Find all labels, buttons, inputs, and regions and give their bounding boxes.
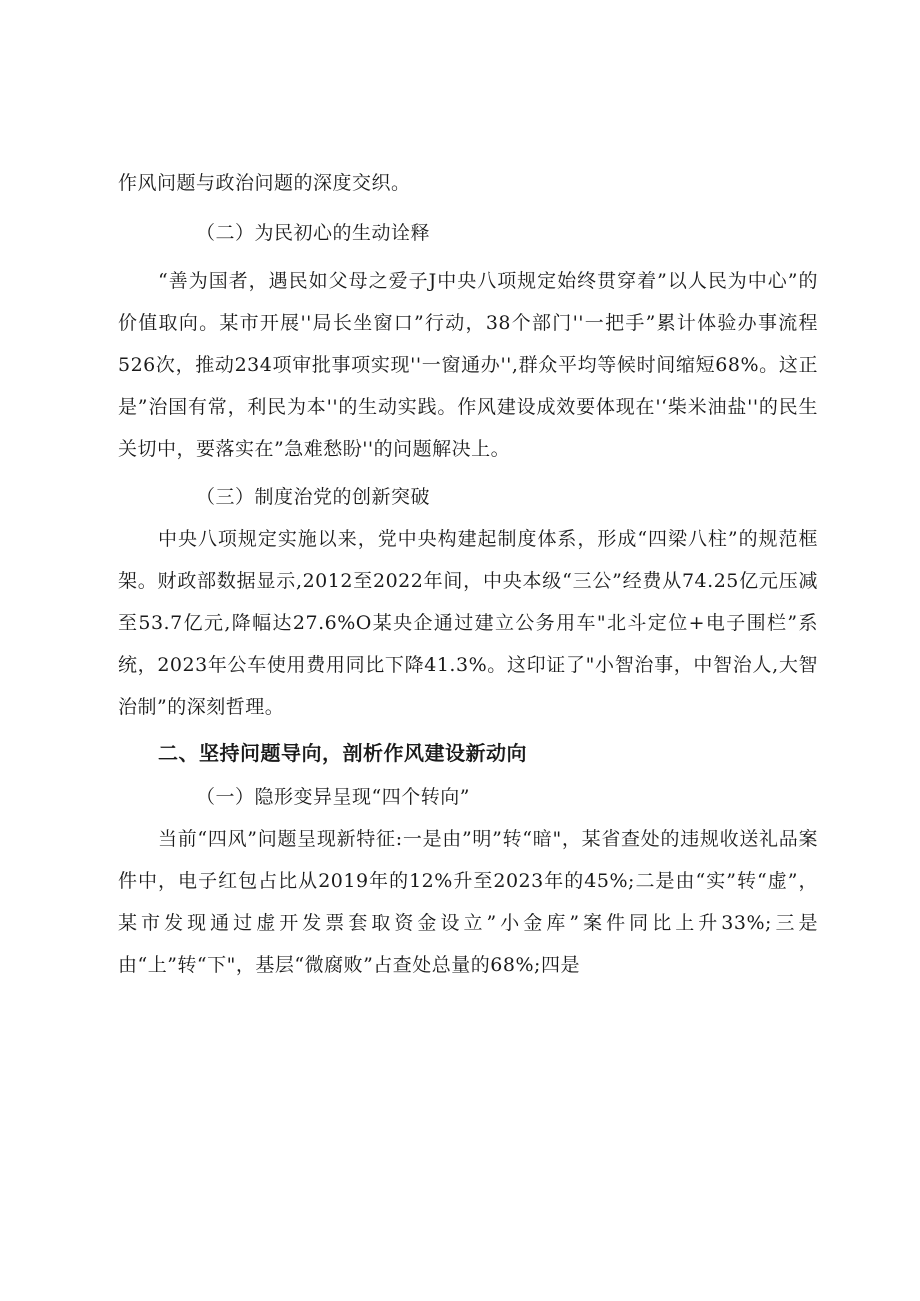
paragraph-institutional-innovation: 中央八项规定实施以来，党中央构建起制度体系，形成“四梁八柱”的规范框架。财政部数据显示,2012至2022年间，中央本级“三公”经费从74.25亿元压减至53.7亿元,降幅达27.6%O某央企通过建立公务用车"北斗定位+电子围栏”系统，2023年公车使用费用同比下降41.3%。这印证了"小智治事，中智治人,大智治制”的深刻哲理。 xyxy=(118,528,818,718)
paragraph-people-first: “善为国者，遇民如父母之爱子J中央八项规定始终贯穿着”以人民为中心”的价值取向。某市开展''局长坐窗口”行动，38个部门''一把手”累计体验办事流程526次，推动234项审批事项实现''一窗通办'',群众平均等候时间缩短68%。这正是”治国有常，利民为本''的生动实践。作风建设成效要体现在'‘柴米油盐''的民生关切中，要落实在”急难愁盼''的问题解决上。 xyxy=(118,270,818,460)
document-body xyxy=(118,162,818,986)
subheading-people-first: （二）为民初心的生动诠释 xyxy=(196,222,431,244)
subheading-institutional-innovation: （三）制度治党的创新突破 xyxy=(196,486,431,508)
paragraph-continuation: 作风问题与政治问题的深度交织。 xyxy=(118,172,411,194)
section-heading-problem-orientation: 二、坚持问题导向，剖析作风建设新动向 xyxy=(158,741,527,765)
paragraph-four-shifts: 当前“四风”问题呈现新特征:一是由”明”转“暗"，某省查处的违规收送礼品案件中，电子红包占比从2019年的12%升至2023年的45%;二是由“实”转“虚”，某市发现通过虚开发票套取资金设立”小金库”案件同比上升33%;三是由“上”转“下"，基层“微腐败”占查处总量的68%;四是 xyxy=(118,828,818,976)
subheading-four-shifts: （一）隐形变异呈现“四个转向” xyxy=(196,786,470,808)
